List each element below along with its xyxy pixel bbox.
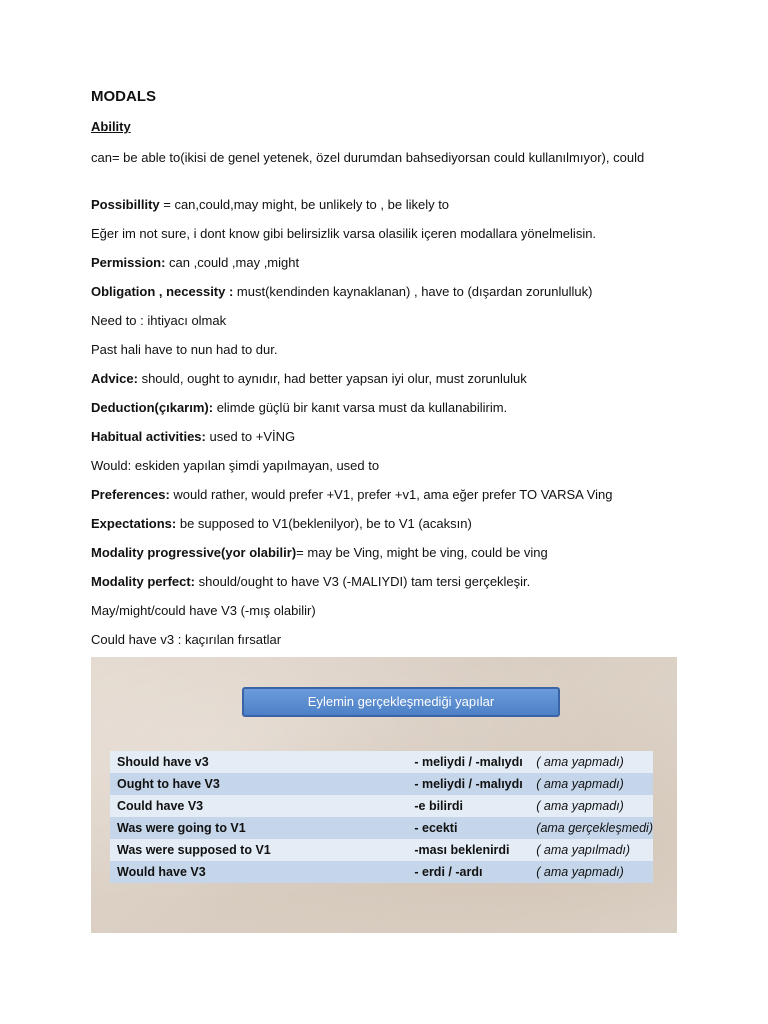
table-cell-form: Could have V3 (110, 795, 407, 817)
table-cell-meaning: - erdi / -ardı (407, 861, 529, 883)
table-row (110, 861, 653, 883)
table-cell-form: Was were supposed to V1 (110, 839, 407, 861)
table-cell-meaning: -ması beklenirdi (407, 839, 529, 861)
table-cell-form: Would have V3 (110, 861, 407, 883)
table-cell-form: Ought to have V3 (110, 773, 407, 795)
table-cell-meaning: - meliydi / -malıydı (407, 751, 529, 773)
table-cell-note: (ama gerçekleşmedi) (529, 817, 653, 839)
text-line: Obligation , necessity : must(kendinden kaynaklanan) , have to (dışardan zorunlulluk) (91, 284, 593, 299)
table-row (110, 817, 653, 839)
text-line: Need to : ihtiyacı olmak (91, 313, 227, 328)
text-line: can= be able to(ikisi de genel yetenek, özel durumdan bahsediyorsan could kullanılmıyor), could (91, 150, 645, 165)
table-row (110, 795, 653, 817)
text-line: Modality progressive(yor olabilir)= may be Ving, might be ving, could be ving (91, 545, 548, 560)
text-line: Expectations: be supposed to V1(beklenilyor), be to V1 (acaksın) (91, 516, 472, 531)
table-row (110, 839, 653, 861)
modal-table (110, 751, 653, 883)
text-line: Would: eskiden yapılan şimdi yapılmayan, used to (91, 458, 380, 473)
figure-banner: Eylemin gerçekleşmediği yapılar (242, 687, 560, 717)
table-cell-note: ( ama yapmadı) (529, 751, 653, 773)
text-line: May/might/could have V3 (-mış olabilir) (91, 603, 316, 618)
table-cell-meaning: -e bilirdi (407, 795, 529, 817)
text-line: Habitual activities: used to +VİNG (91, 429, 296, 444)
table-cell-meaning: - ecekti (407, 817, 529, 839)
text-line: Eğer im not sure, i dont know gibi belirsizlik varsa olasilik içeren modallara yönelmelisin. (91, 226, 597, 241)
text-line: Advice: should, ought to aynıdır, had better yapsan iyi olur, must zorunluluk (91, 371, 527, 386)
text-line: Possibillity = can,could,may might, be unlikely to , be likely to (91, 197, 450, 212)
text-line: Deduction(çıkarım): elimde güçlü bir kanıt varsa must da kullanabilirim. (91, 400, 508, 415)
table-cell-meaning: - meliydi / -malıydı (407, 773, 529, 795)
text-line: Modality perfect: should/ought to have V3 (-MALIYDI) tam tersi gerçekleşir. (91, 574, 531, 589)
document-title: MODALS (91, 88, 156, 105)
text-line: Could have v3 : kaçırılan fırsatlar (91, 632, 282, 647)
text-line: Preferences: would rather, would prefer +V1, prefer +v1, ama eğer prefer TO VARSA Ving (91, 487, 613, 502)
table-cell-note: ( ama yapmadı) (529, 861, 653, 883)
section-heading-ability: Ability (91, 119, 131, 134)
table-cell-note: ( ama yapmadı) (529, 795, 653, 817)
table-cell-note: ( ama yapmadı) (529, 773, 653, 795)
table-cell-form: Was were going to V1 (110, 817, 407, 839)
table-row (110, 773, 653, 795)
text-line: Permission: can ,could ,may ,might (91, 255, 300, 270)
table-cell-note: ( ama yapılmadı) (529, 839, 653, 861)
text-line: Past hali have to nun had to dur. (91, 342, 278, 357)
modal-table-figure (91, 657, 677, 933)
table-row (110, 751, 653, 773)
table-cell-form: Should have v3 (110, 751, 407, 773)
